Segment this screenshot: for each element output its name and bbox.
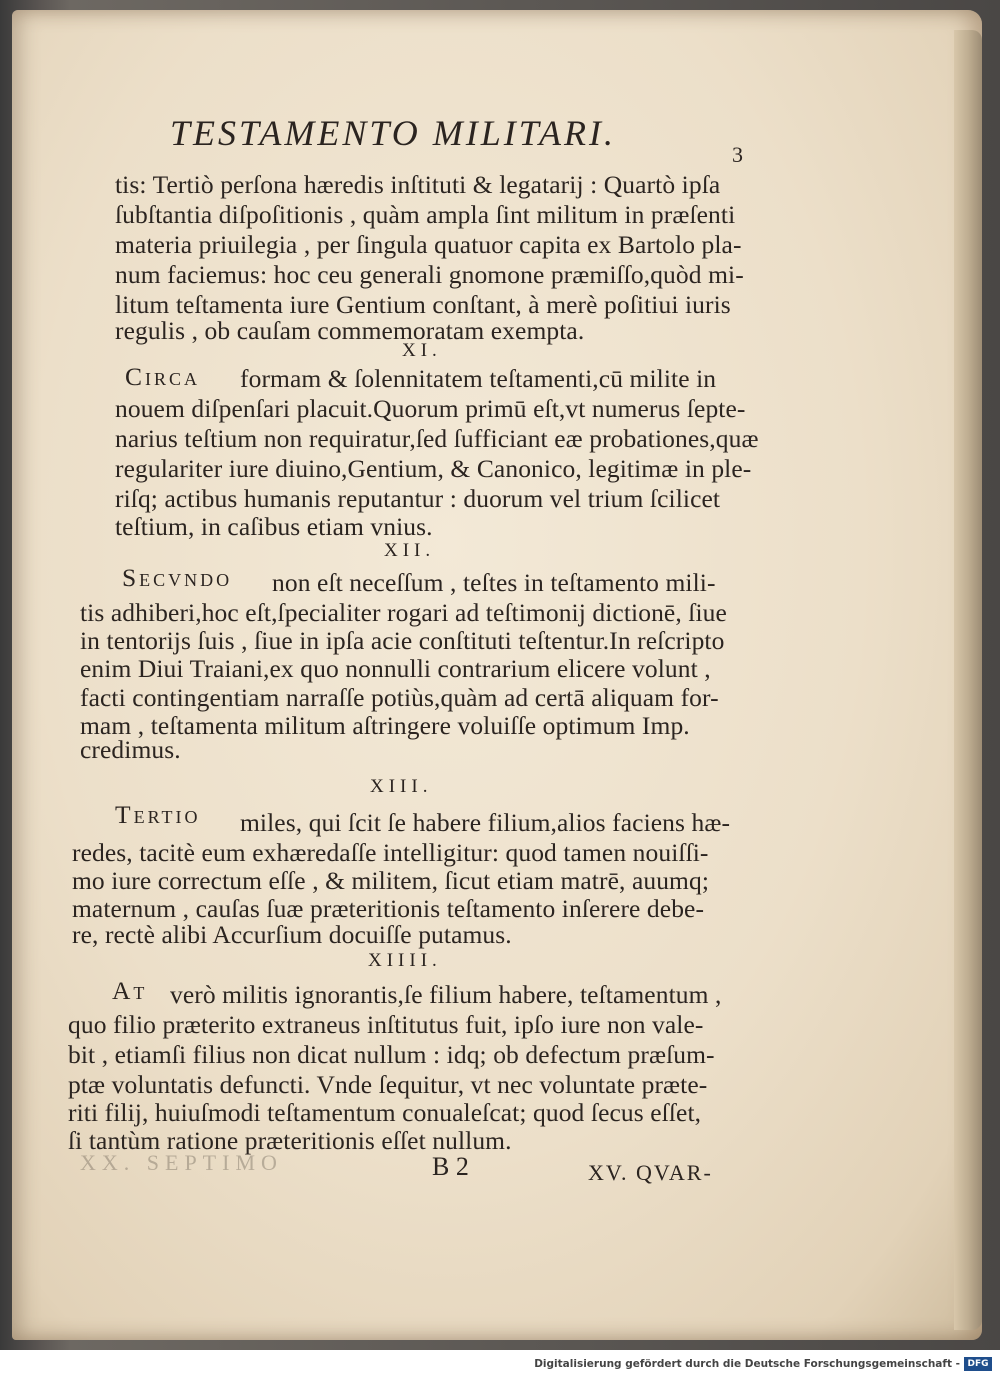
text-line: re, rectè alibi Accurſium docuiſſe putamus. [72, 920, 512, 949]
section-numeral: XIII. [370, 776, 433, 797]
folio-number: 3 [732, 142, 743, 167]
catchword: XV. QVAR- [588, 1160, 713, 1185]
section-lead: Circa [125, 362, 201, 391]
text-line: in tentorijs ſuis , ſiue in ipſa acie conſtituti teſtentur.In reſcripto [80, 626, 725, 655]
text-line: riti filij, huiuſmodi teſtamentum conualeſcat; quod ſecus eſſet, [68, 1098, 702, 1127]
dfg-logo: DFG [964, 1357, 992, 1371]
text-line: tis: Tertiò perſona hæredis inſtituti & legatarij : Quartò ipſa [115, 170, 721, 199]
text-line: num faciemus: hoc ceu generali gnomone præmiſſo,quòd mi- [115, 260, 744, 289]
text-line: maternum , cauſas ſuæ præteritionis teſtamento inſerere debe- [72, 894, 705, 923]
text-line: ptæ voluntatis defuncti. Vnde ſequitur, vt nec voluntate præte- [68, 1070, 708, 1099]
signature-mark: B 2 [432, 1152, 469, 1181]
section-lead: Tertio [115, 800, 201, 829]
section-numeral: XIIII. [368, 950, 442, 971]
text-line: litum teſtamenta iure Gentium conſtant, à merè poſitiui iuris [115, 290, 731, 319]
text-line: nouem diſpenſari placuit.Quorum primū eſt,vt numerus ſepte- [115, 394, 746, 423]
text-line: formam & ſolennitatem teſtamenti,cū milite in [240, 364, 717, 393]
credit-bar [0, 1350, 1000, 1376]
credit-text: Digitalisierung gefördert durch die Deutsche Forschungsgemeinschaft - [534, 1358, 960, 1370]
section-numeral: XII. [384, 540, 436, 561]
text-line: riſq; actibus humanis reputantur : duorum vel trium ſcilicet [115, 484, 721, 513]
text-line: tis adhiberi,hoc eſt,ſpecialiter rogari ad teſtimonij dictionē, ſiue [80, 598, 727, 627]
text-line: ſubſtantia diſpoſitionis , quàm ampla ſint militum in præſenti [115, 200, 736, 229]
text-line: bit , etiamſi filius non dicat nullum : idq; ob defectum præſum- [68, 1040, 715, 1069]
text-line: facti contingentiam narraſſe potiùs,quàm ad certā aliquam for- [80, 683, 719, 712]
text-line: narius teſtium non requiratur,ſed ſufficiant eæ probationes,quæ [115, 424, 759, 453]
text-line: mam , teſtamenta militum aſtringere voluiſſe optimum Imp. [80, 711, 690, 740]
running-header: TESTAMENTO MILITARI. [170, 113, 617, 153]
text-line: mo iure correctum eſſe , & militem, ſicut etiam matrē, auumq; [72, 866, 710, 895]
text-line: credimus. [80, 735, 181, 764]
text-line: non eſt neceſſum , teſtes in teſtamento mili- [272, 568, 716, 597]
text-line: materia priuilegia , per ſingula quatuor capita ex Bartolo pla- [115, 230, 742, 259]
text-line: regulariter iure diuino,Gentium, & Canonico, legitimæ in ple- [115, 454, 752, 483]
text-line: verò militis ignorantis,ſe filium habere, teſtamentum , [170, 980, 722, 1009]
text-line: miles, qui ſcit ſe habere filium,alios faciens hæ- [240, 808, 731, 837]
text-line: regulis , ob cauſam commemoratam exempta. [115, 316, 585, 345]
page-edge [954, 30, 982, 1330]
text-line: redes, tacitè eum exhæredaſſe intelligitur: quod tamen nouiſſi- [72, 838, 709, 867]
text-line: quo filio præterito extraneus inſtitutus fuit, ipſo iure non vale- [68, 1010, 704, 1039]
text-line: teſtium, in caſibus etiam vnius. [115, 512, 433, 541]
bleed-through-text: XX. SEPTIMO [80, 1150, 283, 1175]
section-lead: Secvndo [122, 563, 233, 592]
text-line: ſi tantùm ratione præteritionis eſſet nullum. [68, 1126, 512, 1155]
text-line: enim Diui Traiani,ex quo nonnulli contrarium elicere volunt , [80, 654, 711, 683]
section-lead: At [112, 976, 148, 1005]
section-numeral: XI. [402, 340, 442, 361]
